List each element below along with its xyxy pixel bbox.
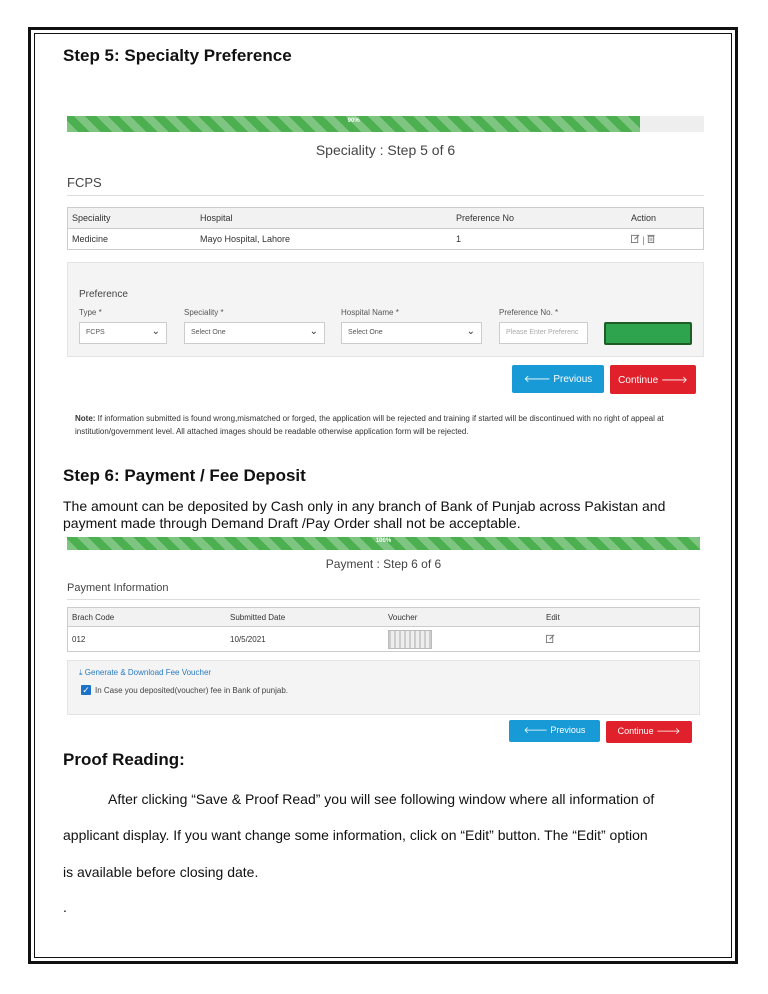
note-body: If information submitted is found wrong,mismatched or forged, the application will be rejected and training if started will be discontinued with no right of appeal at institution/government level. All attached images should be readable otherwise application form will be rejected.	[75, 414, 664, 436]
cell-speciality: Medicine	[68, 229, 197, 250]
note-label: Note:	[75, 414, 96, 423]
col-header-voucher: Voucher	[384, 608, 542, 627]
type-label: Type *	[79, 308, 102, 317]
step6-heading: Step 6: Payment / Fee Deposit	[63, 466, 306, 485]
step6-continue-button[interactable]	[606, 721, 692, 743]
step6-previous-button[interactable]	[509, 720, 600, 742]
generate-voucher-link[interactable]	[79, 668, 211, 678]
step6-progress-bar	[67, 537, 700, 550]
action-separator: |	[642, 234, 645, 245]
speciality-table	[67, 207, 704, 250]
step6-description: The amount can be deposited by Cash only in any branch of Bank of Punjab across Pakistan and payment made through Demand Draft /Pay Order shall not be acceptable.	[63, 498, 666, 531]
speciality-select[interactable]	[184, 322, 325, 344]
proof-heading: Proof Reading:	[63, 750, 185, 769]
step5-progress-fill	[67, 116, 640, 132]
hospital-select-value: Select One	[348, 329, 383, 336]
speciality-select-value: Select One	[191, 329, 226, 336]
arrow-right-icon: 🡒	[658, 375, 688, 386]
step6-previous-label: Previous	[550, 725, 586, 735]
col-header-branch-code: Brach Code	[68, 608, 227, 627]
cell-branch-code: 012	[68, 627, 227, 652]
proof-trailing: .	[63, 899, 67, 915]
program-title: FCPS	[67, 175, 102, 190]
hospital-select[interactable]	[341, 322, 482, 344]
type-select-value: FCPS	[86, 329, 105, 336]
voucher-thumbnail[interactable]	[388, 630, 432, 649]
step5-progress-bar	[67, 116, 704, 132]
preference-title: Preference	[79, 289, 128, 300]
edit-icon[interactable]	[631, 235, 643, 245]
table-row	[68, 627, 700, 652]
speciality-label: Speciality *	[184, 308, 224, 317]
cell-hospital: Mayo Hospital, Lahore	[196, 229, 452, 250]
page-border-inner	[34, 33, 732, 958]
deposit-checkbox-label: In Case you deposited(voucher) fee in Bank of punjab.	[95, 686, 289, 695]
proof-line-3: is available before closing date.	[63, 864, 259, 880]
chevron-down-icon: ⌄	[309, 326, 318, 337]
cell-voucher	[384, 627, 542, 652]
preference-no-placeholder: Please Enter Preferenc	[506, 329, 579, 336]
arrow-left-icon: 🡐	[523, 725, 551, 735]
payment-info-title: Payment Information	[67, 582, 169, 594]
note-text	[75, 412, 700, 438]
table-header-row	[68, 608, 700, 627]
hospital-label: Hospital Name *	[341, 308, 399, 317]
cell-submitted-date: 10/5/2021	[226, 627, 384, 652]
step5-progress-text: 90%	[347, 118, 360, 124]
col-header-action: Action	[627, 208, 704, 229]
col-header-submitted-date: Submitted Date	[226, 608, 384, 627]
step6-continue-label: Continue	[617, 726, 654, 736]
col-header-preference-no: Preference No	[452, 208, 627, 229]
preference-no-input[interactable]	[499, 322, 588, 344]
chevron-down-icon: ⌄	[466, 326, 475, 337]
divider	[67, 195, 704, 196]
step6-progress-fill	[67, 537, 700, 550]
step5-heading: Step 5: Specialty Preference	[63, 46, 292, 65]
step5-step-title: Speciality : Step 5 of 6	[315, 142, 456, 158]
proof-line-2: applicant display. If you want change some information, click on “Edit” button. The “Edit” option	[63, 827, 648, 843]
table-row	[68, 229, 704, 250]
arrow-left-icon: 🡐	[523, 374, 554, 385]
cell-edit	[542, 627, 700, 652]
step6-step-title: Payment : Step 6 of 6	[325, 557, 442, 571]
step6-progress-text: 100%	[375, 538, 392, 544]
step5-continue-label: Continue	[618, 375, 659, 386]
type-select[interactable]	[79, 322, 167, 344]
edit-icon[interactable]	[546, 636, 555, 645]
payment-table	[67, 607, 700, 652]
add-preference-button[interactable]	[604, 322, 692, 345]
step5-previous-button[interactable]	[512, 365, 604, 393]
deposit-checkbox[interactable]: ✓	[82, 685, 90, 695]
chevron-down-icon: ⌄	[151, 326, 160, 337]
trash-icon[interactable]	[647, 235, 655, 245]
col-header-hospital: Hospital	[196, 208, 452, 229]
step5-previous-label: Previous	[553, 374, 593, 385]
cell-preference-no: 1	[452, 229, 627, 250]
divider	[67, 599, 700, 600]
col-header-edit: Edit	[542, 608, 700, 627]
preference-no-label: Preference No. *	[499, 308, 559, 317]
step5-continue-button[interactable]	[610, 365, 696, 394]
proof-line-1: After clicking “Save & Proof Read” you will see following window where all information of	[108, 791, 655, 807]
col-header-speciality: Speciality	[68, 208, 197, 229]
generate-voucher-label: Generate & Download Fee Voucher	[84, 668, 212, 677]
cell-action	[627, 229, 704, 250]
arrow-right-icon: 🡒	[653, 726, 681, 736]
download-icon: ⤓	[79, 668, 85, 677]
table-header-row	[68, 208, 704, 229]
